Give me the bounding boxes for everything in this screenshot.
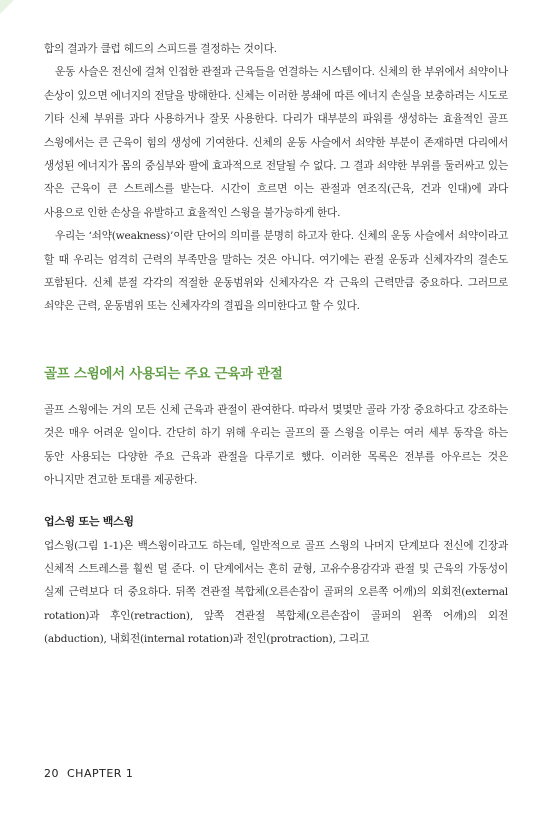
subsection-paragraph: 업스윙(그림 1-1)은 백스윙이라고도 하는데, 일반적으로 골프 스윙의 나머지 단계보다 전신에 긴장과 신체적 스트레스를 훨씬 덜 준다. 이 단계에서는 흔히 균형, 고유수용감각과 관절 및 근육의 가동성이 실제 근력보다 더 중요하다. 뒤쪽 견관절 복합체(오른손잡이 골퍼의 오른쪽 어깨)의 외회전(external rotation)과 후인(retraction), 앞쪽 견관절 복합체(오른손잡이 골퍼의 왼쪽 어깨)의 외전(abduction), 내회전(internal rotation)과 전인(protraction), 그리고 — [44, 539, 508, 646]
section-heading: 골프 스윙에서 사용되는 주요 근육과 관절 — [44, 365, 283, 382]
corner-decoration — [0, 0, 14, 14]
subsection-heading: 업스윙 또는 백스윙 — [44, 514, 134, 528]
page-content — [44, 38, 508, 652]
paragraph-continuation: 합의 결과가 클럽 헤드의 스피드를 결정하는 것이다. — [44, 43, 277, 55]
section-intro-paragraph: 골프 스윙에는 거의 모든 신체 근육과 관절이 관여한다. 따라서 몇몇만 골라 가장 중요하다고 강조하는 것은 매우 어려운 일이다. 간단히 하기 위해 우리는 골프의 풀 스윙을 이루는 여러 세부 동작을 하는 동안 사용되는 다양한 주요 근육과 관절을 다루기로 했다. 이러한 목록은 전부를 아우르는 것은 아니지만 견고한 토대를 제공한다. — [44, 403, 508, 487]
paragraph-weakness: 우리는 ‘쇠약(weakness)’이란 단어의 의미를 분명히 하고자 한다. 신체의 운동 사슬에서 쇠약이라고 할 때 우리는 엄격히 근력의 부족만을 말하는 것은 아니다. 여기에는 관절 운동과 신체자각의 결손도 포함된다. 신체 분절 각각의 적절한 운동범위와 신체자각은 각 근육의 근력만큼 중요하다. 그러므로 쇠약은 근력, 운동범위 또는 신체자각의 결핍을 의미한다고 할 수 있다. — [44, 230, 508, 313]
page-number: 20 — [44, 767, 59, 780]
paragraph-kinetic-chain: 운동 사슬은 전신에 걸쳐 인접한 관절과 근육들을 연결하는 시스템이다. 신체의 한 부위에서 쇠약이나 손상이 있으면 에너지의 전달을 방해한다. 신체는 이러한 봉쇄에 따른 에너지 손실을 보충하려는 시도로 기타 신체 부위를 과다 사용하거나 잘못 사용한다. 다리가 대부분의 파워를 생성하는 효율적인 골프 스윙에서는 큰 근육이 힘의 생성에 기여한다. 신체의 운동 사슬에서 쇠약한 부분이 존재하면 다리에서 생성된 에너지가 몸의 중심부와 팔에 효과적으로 전달될 수 없다. 그 결과 쇠약한 부위를 둘러싸고 있는 작은 근육이 큰 스트레스를 받는다. 시간이 흐르면 이는 관절과 연조직(근육, 건과 인대)에 과다 사용으로 인한 손상을 유발하고 효율적인 스윙을 불가능하게 한다. — [44, 66, 508, 219]
page-footer — [44, 767, 133, 780]
chapter-label: CHAPTER 1 — [67, 767, 134, 780]
